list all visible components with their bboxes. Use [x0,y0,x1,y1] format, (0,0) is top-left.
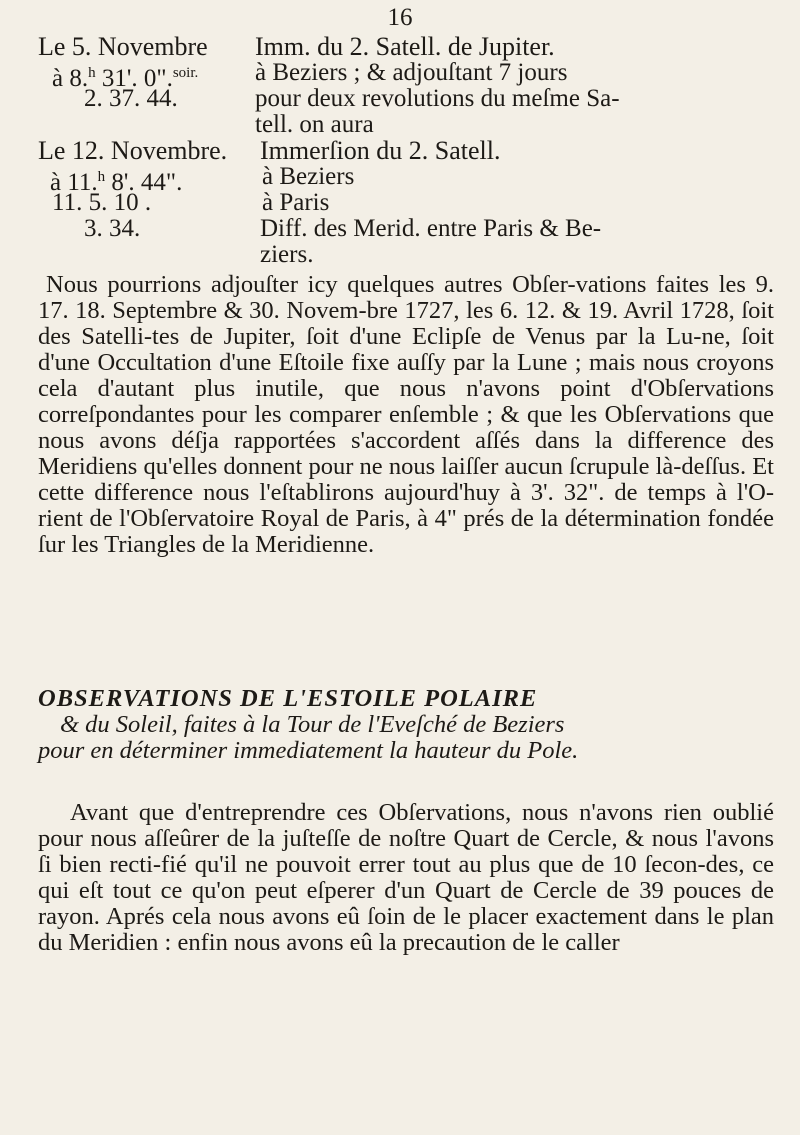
paragraph-quart-de-cercle: Avant que d'entreprendre ces Obſervations, nous n'avons rien oublié pour nous aſſeûrer de la juſteſſe de noſtre Quart de Cercle, & nous l'avons ſi bien recti-fié qu'il ne pouvoit errer tout au plus que de 10 ſecon-des, ce qui eſt tout ce qu'on peut eſperer d'un Quart de Cercle de 39 pouces de rayon. Aprés cela nous avons eû ſoin de le placer exactement dans le plan du Meridien : enfin nous avons eû la precaution de le caller [38,799,774,956]
heading-line-3: pour en déterminer immediatement la hauteur du Pole. [38,737,579,764]
entry-text: Diff. des Merid. entre Paris & Be- [260,215,602,242]
entry-text: à Beziers [262,163,355,190]
entry-text: à Beziers ; & adjouſtant 7 jours [255,59,568,86]
entry-title: Immerſion du 2. Satell. [260,136,501,165]
entry-time: 11. 5. 10 . [52,189,152,216]
entry-text: à Paris [262,189,330,216]
entry-time: à 8.$^h$ 31'. 0".$^{soir.}$ [52,65,199,92]
entry-date: Le 5. Novembre [38,32,208,61]
heading-line-1: OBSERVATIONS DE L'ESTOILE POLAIRE [38,685,538,712]
entry-date: Le 12. Novembre. [38,136,228,165]
entry-time: 3. 34. [84,215,141,242]
section-heading [38,686,778,764]
page-number: 16 [387,4,413,31]
entry-text: pour deux revolutions du meſme Sa- [255,85,620,112]
paragraph-observations: Nous pourrions adjouſter icy quelques autres Obſer-vations faites les 9. 17. 18. Septembre & 30. Novem-bre 1727, les 6. 12. & 19. Avril 1728, ſoit des Satelli-tes de Jupiter, ſoit d'une Eclipſe de Venus par la Lu-ne, ſoit d'une Occultation d'une Eſtoile fixe auſſy par la Lune ; mais nous croyons cela d'autant plus inutile, que nous n'avons point d'Obſervations correſpondantes pour les comparer enſemble ; & que les Obſervations que nous avons déſja rapportées s'accordent aſſés dans la difference des Meridiens qu'elles donnent pour ne nous laiſſer aucun ſcrupule là-deſſus. Et cette difference nous l'eſtablirons aujourd'huy à 3'. 32". de temps à l'O-rient de l'Obſervatoire Royal de Paris, à 4" prés de la détermination fondée ſur les Triangles de la Meridienne. [38,271,774,558]
entry-title: Imm. du 2. Satell. de Jupiter. [255,32,555,61]
entry-time: à 11.$^h$ 8'. 44". [50,169,183,196]
heading-line-2: & du Soleil, faites à la Tour de l'Eveſché de Beziers [60,711,565,738]
entry-text: tell. on aura [255,111,374,138]
entry-time: 2. 37. 44. [84,85,178,112]
entry-text: ziers. [260,241,314,268]
